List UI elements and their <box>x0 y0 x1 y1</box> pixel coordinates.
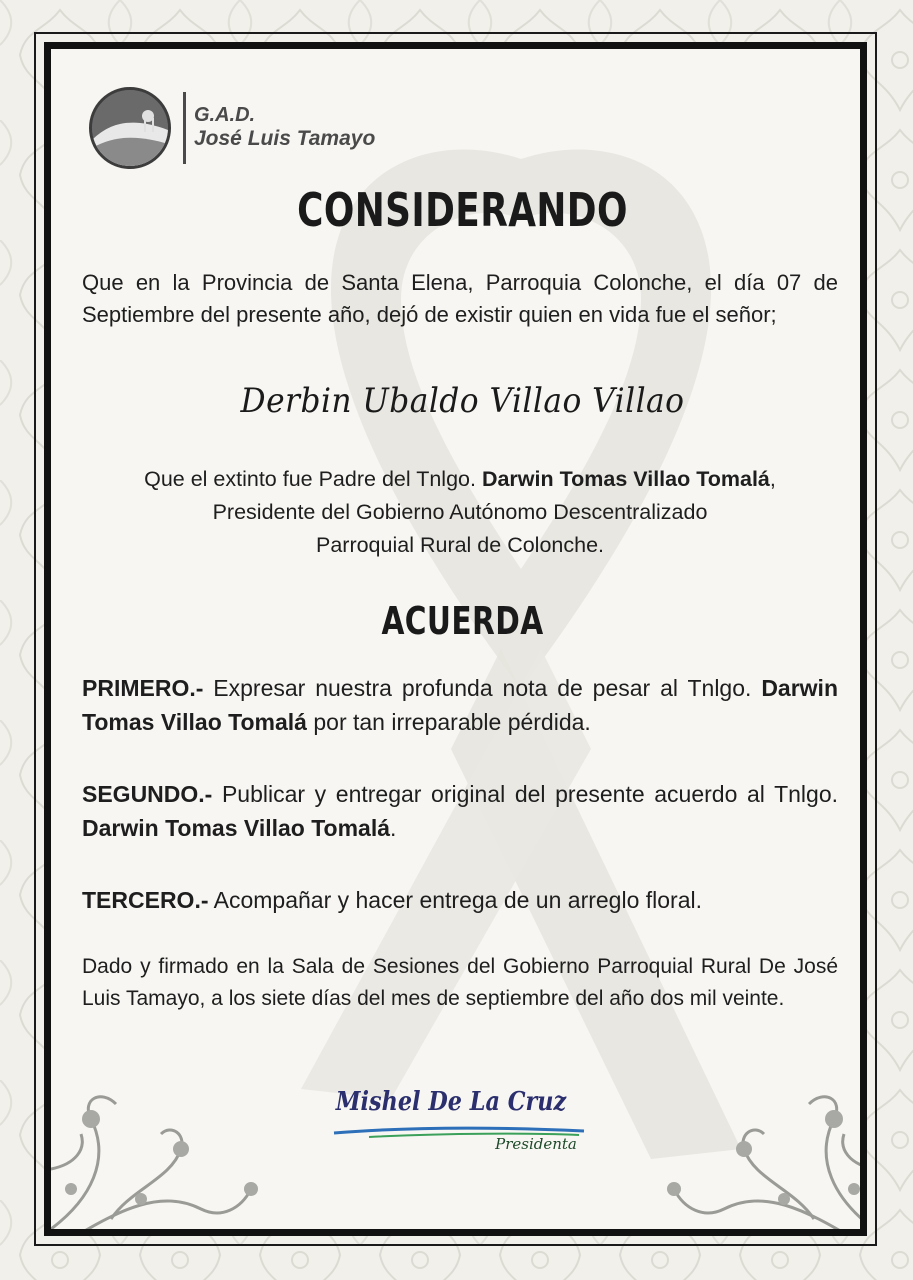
segundo-label: SEGUNDO.- <box>82 781 213 807</box>
segundo-name: Darwin Tomas Villao Tomalá <box>82 815 391 841</box>
primero-clause <box>82 671 838 739</box>
signature-name: Mishel De La Cruz <box>335 1087 567 1117</box>
heading-considerando: CONSIDERANDO <box>297 183 628 237</box>
segundo-clause <box>82 777 838 845</box>
tercero-label: TERCERO.- <box>82 887 209 913</box>
primero-name: Darwin Tomas Villao Tomalá <box>82 675 838 735</box>
extinto-prefix: Que el extinto fue Padre del Tnlgo. <box>144 467 482 491</box>
segundo-text-1: Publicar y entregar original del presente acuerdo al Tnlgo. <box>212 781 838 807</box>
document-card <box>44 42 867 1236</box>
segundo-text-2: . <box>390 815 397 841</box>
intro-paragraph: Que en la Provincia de Santa Elena, Parroquia Colonche, el día 07 de Septiembre del presente año, dejó de existir quien en vida fue el señor; <box>82 270 838 327</box>
floral-corner-left-icon <box>51 1079 271 1236</box>
primero-label: PRIMERO.- <box>82 675 204 701</box>
dado-paragraph: Dado y firmado en la Sala de Sesiones del Gobierno Parroquial Rural De José Luis Tamayo, a los siete días del mes de septiembre del año dos mil veinte. <box>82 955 838 1010</box>
signature-role: Presidenta <box>495 1135 577 1153</box>
extinto-line-2: Presidente del Gobierno Autónomo Descentralizado <box>212 500 708 524</box>
extinto-name: Darwin Tomas Villao Tomalá <box>481 467 770 491</box>
extinto-suffix: , <box>769 467 776 491</box>
tercero-text-1: Acompañar y hacer entrega de un arreglo floral. <box>208 887 703 913</box>
logo-text <box>194 104 375 151</box>
deceased-name: Derbin Ubaldo Villao Villao <box>240 381 685 421</box>
logo-line-2: José Luis Tamayo <box>194 127 376 151</box>
heading-acuerda: ACUERDA <box>381 599 544 643</box>
primero-text-2: por tan irreparable pérdida. <box>306 709 591 735</box>
logo-divider <box>183 92 186 164</box>
logo-line-1: G.A.D. <box>194 104 256 127</box>
tercero-clause <box>82 883 838 917</box>
gad-logo <box>89 87 375 169</box>
landscape-logo-icon <box>89 87 171 169</box>
floral-corner-right-icon <box>654 1079 867 1236</box>
primero-text-1: Expresar nuestra profunda nota de pesar al Tnlgo. <box>203 675 762 701</box>
extinto-paragraph <box>82 463 838 562</box>
extinto-line-3: Parroquial Rural de Colonche. <box>315 533 605 557</box>
